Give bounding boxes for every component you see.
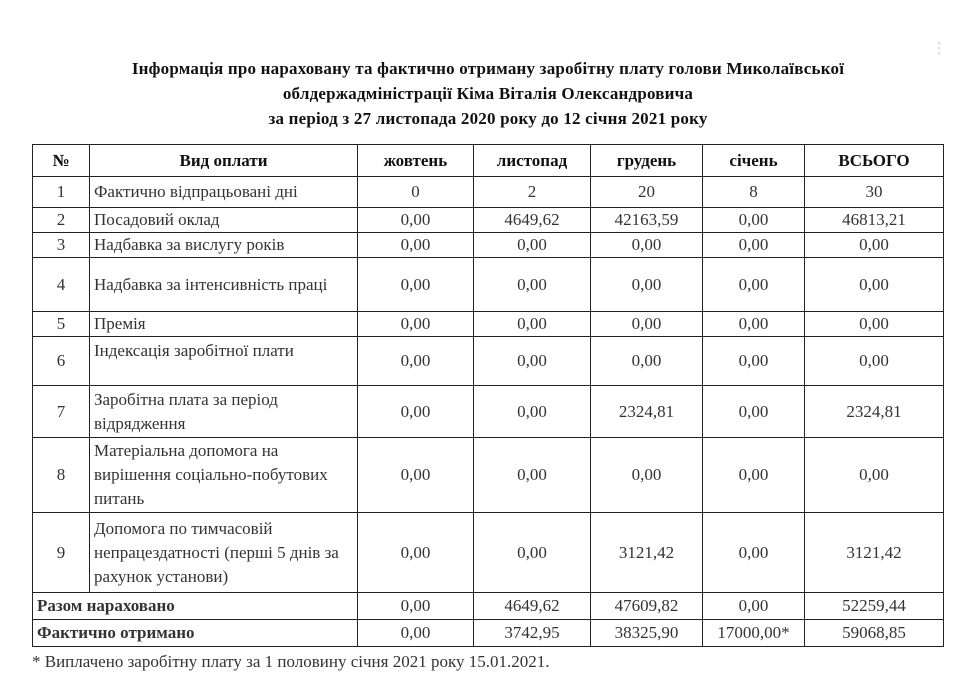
cell-november: 3742,95 xyxy=(474,620,591,647)
total-accrued-row xyxy=(33,593,944,620)
table-row xyxy=(33,177,944,208)
table-row xyxy=(33,233,944,258)
cell-october: 0,00 xyxy=(358,620,474,647)
scan-artifact-mark: ⁝ xyxy=(936,38,943,60)
cell-october: 0,00 xyxy=(358,258,474,312)
cell-january: 0,00 xyxy=(703,386,805,438)
cell-total: 0,00 xyxy=(805,438,944,513)
cell-october: 0 xyxy=(358,177,474,208)
cell-total: 0,00 xyxy=(805,258,944,312)
cell-november: 0,00 xyxy=(474,513,591,593)
title-line-2: облдержадміністрації Кіма Віталія Олександровича xyxy=(282,84,694,103)
cell-total: 2324,81 xyxy=(805,386,944,438)
row-number: 4 xyxy=(33,258,90,312)
row-name: Заробітна плата за період відрядження xyxy=(90,386,358,438)
total-received-row xyxy=(33,620,944,647)
header-total: ВСЬОГО xyxy=(805,145,944,177)
table-row xyxy=(33,386,944,438)
cell-january: 17000,00* xyxy=(703,620,805,647)
cell-october: 0,00 xyxy=(358,233,474,258)
cell-october: 0,00 xyxy=(358,312,474,337)
cell-total: 52259,44 xyxy=(805,593,944,620)
cell-december: 38325,90 xyxy=(591,620,703,647)
cell-january: 0,00 xyxy=(703,258,805,312)
table-header-row xyxy=(33,145,944,177)
salary-table xyxy=(32,144,944,647)
cell-november: 0,00 xyxy=(474,386,591,438)
cell-december: 0,00 xyxy=(591,258,703,312)
cell-total: 3121,42 xyxy=(805,513,944,593)
cell-january: 0,00 xyxy=(703,593,805,620)
header-november: листопад xyxy=(474,145,591,177)
cell-november: 0,00 xyxy=(474,337,591,386)
cell-october: 0,00 xyxy=(358,438,474,513)
row-name: Премія xyxy=(90,312,358,337)
row-number: 7 xyxy=(33,386,90,438)
cell-december: 0,00 xyxy=(591,438,703,513)
table-row xyxy=(33,312,944,337)
cell-october: 0,00 xyxy=(358,386,474,438)
row-name: Матеріальна допомога на вирішення соціально-побутових питань xyxy=(90,438,358,513)
cell-january: 0,00 xyxy=(703,233,805,258)
cell-november: 4649,62 xyxy=(474,208,591,233)
cell-total: 46813,21 xyxy=(805,208,944,233)
cell-october: 0,00 xyxy=(358,337,474,386)
header-december: грудень xyxy=(591,145,703,177)
cell-december: 42163,59 xyxy=(591,208,703,233)
cell-total: 0,00 xyxy=(805,233,944,258)
row-number: 8 xyxy=(33,438,90,513)
cell-november: 2 xyxy=(474,177,591,208)
row-number: 9 xyxy=(33,513,90,593)
row-number: 5 xyxy=(33,312,90,337)
header-number: № xyxy=(33,145,90,177)
row-name: Індексація заробітної плати xyxy=(90,337,358,386)
row-name: Надбавка за інтенсивність праці xyxy=(90,258,358,312)
cell-october: 0,00 xyxy=(358,208,474,233)
row-name: Допомога по тимчасовій непрацездатності (перші 5 днів за рахунок установи) xyxy=(90,513,358,593)
header-october: жовтень xyxy=(358,145,474,177)
cell-total: 30 xyxy=(805,177,944,208)
cell-january: 0,00 xyxy=(703,208,805,233)
table-row xyxy=(33,513,944,593)
row-number: 1 xyxy=(33,177,90,208)
title-line-1: Інформація про нараховану та фактично отриману заробітну плату голови Миколаївської xyxy=(131,59,845,78)
cell-january: 0,00 xyxy=(703,513,805,593)
cell-january: 0,00 xyxy=(703,438,805,513)
cell-december: 0,00 xyxy=(591,337,703,386)
cell-october: 0,00 xyxy=(358,593,474,620)
table-row xyxy=(33,258,944,312)
header-january: січень xyxy=(703,145,805,177)
cell-january: 8 xyxy=(703,177,805,208)
cell-november: 0,00 xyxy=(474,312,591,337)
cell-december: 20 xyxy=(591,177,703,208)
cell-total: 0,00 xyxy=(805,312,944,337)
cell-december: 0,00 xyxy=(591,233,703,258)
footnote: * Виплачено заробітну плату за 1 половину січня 2021 року 15.01.2021. xyxy=(32,652,550,671)
cell-december: 0,00 xyxy=(591,312,703,337)
cell-december: 2324,81 xyxy=(591,386,703,438)
cell-december: 3121,42 xyxy=(591,513,703,593)
cell-november: 4649,62 xyxy=(474,593,591,620)
row-number: 2 xyxy=(33,208,90,233)
row-number: 6 xyxy=(33,337,90,386)
cell-january: 0,00 xyxy=(703,312,805,337)
header-payment-type: Вид оплати xyxy=(90,145,358,177)
table-row xyxy=(33,208,944,233)
cell-november: 0,00 xyxy=(474,258,591,312)
row-name: Надбавка за вислугу років xyxy=(90,233,358,258)
cell-january: 0,00 xyxy=(703,337,805,386)
cell-total: 59068,85 xyxy=(805,620,944,647)
total-accrued-label: Разом нараховано xyxy=(33,593,358,620)
cell-november: 0,00 xyxy=(474,438,591,513)
cell-december: 47609,82 xyxy=(591,593,703,620)
cell-total: 0,00 xyxy=(805,337,944,386)
title-line-3: за період з 27 листопада 2020 року до 12 січня 2021 року xyxy=(268,109,708,128)
total-received-label: Фактично отримано xyxy=(33,620,358,647)
row-name: Посадовий оклад xyxy=(90,208,358,233)
row-name: Фактично відпрацьовані дні xyxy=(90,177,358,208)
table-row xyxy=(33,337,944,386)
cell-november: 0,00 xyxy=(474,233,591,258)
cell-october: 0,00 xyxy=(358,513,474,593)
document-title xyxy=(0,56,976,131)
table-row xyxy=(33,438,944,513)
row-number: 3 xyxy=(33,233,90,258)
